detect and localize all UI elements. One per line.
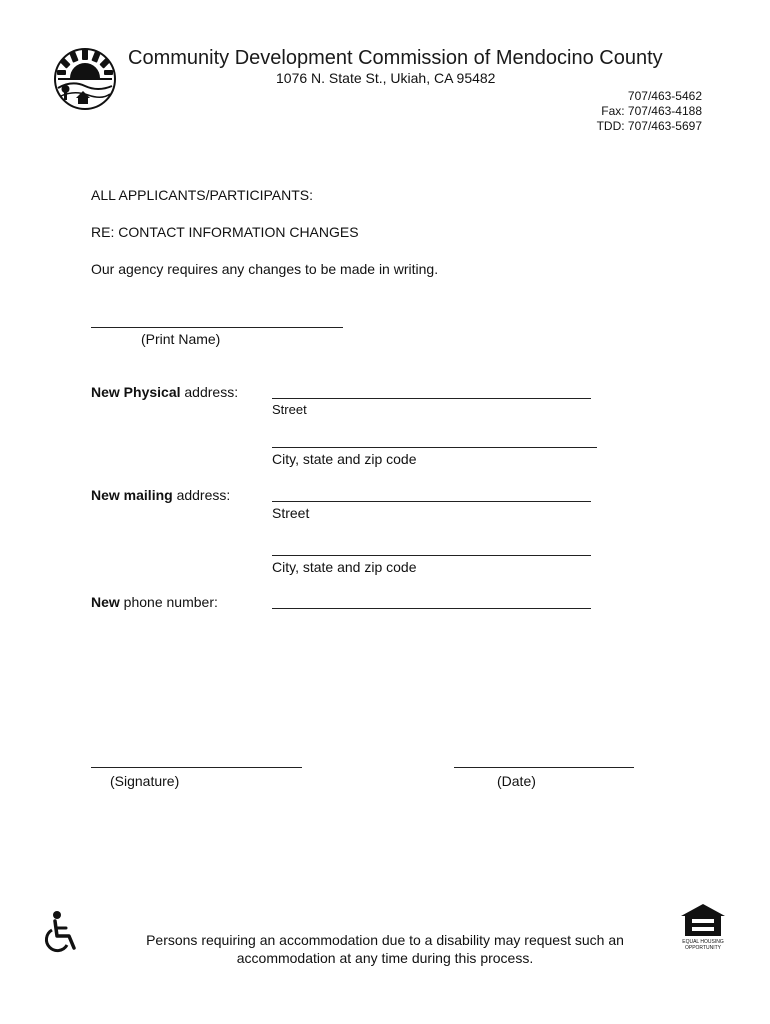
physical-address-label [91,384,238,400]
accommodation-line-1: Persons requiring an accommodation due to a disability may request such an [146,932,624,948]
accommodation-notice [118,931,652,967]
equal-housing-text: EQUAL HOUSING [682,939,724,945]
contact-block [597,89,702,134]
phone-number-line[interactable] [272,608,591,609]
svg-text:OPPORTUNITY: OPPORTUNITY [684,945,722,951]
print-name-label: (Print Name) [141,331,221,347]
phone-number-label [91,594,218,610]
date-line[interactable] [454,767,634,768]
mailing-street-line[interactable] [272,501,591,502]
physical-city-line[interactable] [272,447,597,448]
accommodation-line-2: accommodation at any time during this process. [236,950,534,966]
subject-line: RE: CONTACT INFORMATION CHANGES [91,224,359,240]
agency-logo-icon [52,46,118,112]
signature-line[interactable] [91,767,302,768]
body-paragraph: Our agency requires any changes to be made in writing. [91,261,439,277]
mailing-address-label-bold: New mailing [91,487,173,503]
mailing-address-label [91,487,230,503]
phone-number-label-rest: phone number: [119,594,218,610]
tdd-number: TDD: 707/463-5697 [596,119,702,133]
physical-street-line[interactable] [272,398,591,399]
wheelchair-icon [42,910,82,956]
physical-street-label: Street [272,402,307,417]
date-label: (Date) [497,773,536,789]
phone-number-label-bold: New [91,594,120,610]
equal-housing-icon [679,902,727,952]
physical-address-label-rest: address: [180,384,239,400]
organization-name: Community Development Commission of Mendocino County [128,47,663,69]
physical-city-label: City, state and zip code [272,451,417,467]
print-name-line[interactable] [91,327,343,328]
mailing-city-label: City, state and zip code [272,559,417,575]
organization-address: 1076 N. State St., Ukiah, CA 95482 [276,70,496,86]
salutation: ALL APPLICANTS/PARTICIPANTS: [91,187,313,203]
signature-label: (Signature) [110,773,180,789]
fax-number: Fax: 707/463-4188 [601,104,702,118]
phone-number: 707/463-5462 [627,89,702,103]
physical-address-label-bold: New Physical [91,384,181,400]
mailing-city-line[interactable] [272,555,591,556]
mailing-street-label: Street [272,505,310,521]
mailing-address-label-rest: address: [172,487,231,503]
